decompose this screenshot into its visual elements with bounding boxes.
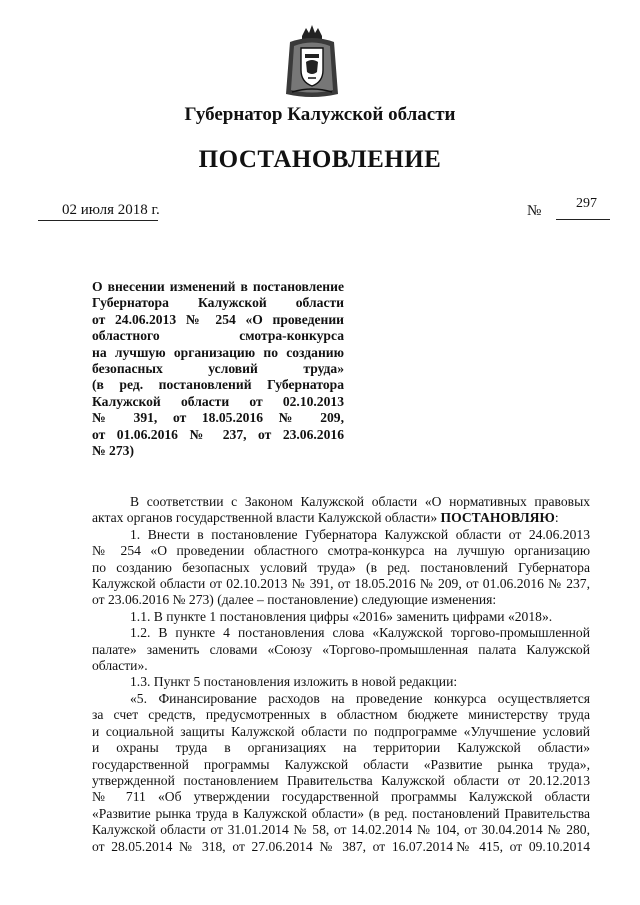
- coat-of-arms-icon: [282, 22, 342, 100]
- body-line: утвержденной постановлением Правительства Калужской области от 20.12.2013: [92, 772, 590, 788]
- body-line: за счет средств, предусмотренных в областном бюджете министерству труда: [92, 707, 590, 723]
- body-line: 1.3. Пункт 5 постановления изложить в новой редакции:: [130, 674, 458, 690]
- intro-text: актах органов государственной власти Калужской области»: [92, 510, 441, 526]
- body-line: 1. Внести в постановление Губернатора Калужской области от 24.06.2013: [130, 526, 590, 542]
- body-line: № 254 «О проведении областного смотра-конкурса на лучшую организацию: [92, 543, 590, 559]
- body-line: от 23.06.2016 № 273) (далее – постановление) следующие изменения:: [92, 592, 497, 608]
- body-line: и социальной защиты Калужской области по подпрограмме «Улучшение условий: [92, 723, 590, 739]
- body-line: Калужской области от 31.01.2014 № 58, от 14.02.2014 № 104, от 30.04.2014 № 280,: [92, 822, 590, 838]
- subject-line: на лучшую организацию по созданию: [92, 344, 344, 360]
- body-line: от 28.05.2014 № 318, от 27.06.2014 № 387, от 16.07.2014№ 415, от 09.10.2014: [92, 838, 590, 854]
- intro-colon: :: [554, 510, 559, 526]
- subject-line: № 273): [92, 443, 134, 459]
- subject-line: областного смотра-конкурса: [92, 328, 344, 344]
- body-line: 1.2. В пункте 4 постановления слова «Калужской торгово-промышленной: [130, 625, 590, 641]
- body-line: области».: [92, 658, 148, 674]
- document-type-title: ПОСТАНОВЛЕНИЕ: [198, 146, 442, 173]
- body-line: палате» заменить словами «Союзу «Торгово-промышленная палата Калужской: [92, 641, 590, 657]
- document-body: [92, 494, 590, 855]
- number-sign: №: [527, 203, 542, 219]
- document-number: 297: [576, 196, 597, 211]
- body-line: по созданию безопасных условий труда» (в ред. постановлений Губернатора: [92, 559, 590, 575]
- date-underline: [38, 220, 158, 221]
- body-line: № 711 «Об утверждении государственной программы Калужской области: [92, 789, 590, 805]
- subject-line: О внесении изменений в постановление: [92, 279, 344, 294]
- document-date: 02 июля 2018 г.: [62, 202, 160, 218]
- subject-line: от 24.06.2013 № 254 «О проведении: [92, 311, 344, 327]
- subject-line: Калужской области от 02.10.2013: [92, 393, 344, 409]
- subject-line: Губернатора Калужской области: [92, 295, 344, 311]
- subject-line: № 391, от 18.05.2016 № 209,: [92, 410, 344, 426]
- subject-line: безопасных условий труда»: [92, 361, 344, 377]
- body-line: В соответствии с Законом Калужской области «О нормативных правовых: [130, 494, 590, 509]
- body-line: государственной программы Калужской области «Развитие рынка труда»,: [92, 756, 590, 772]
- body-line: Калужской области от 02.10.2013 № 391, от 18.05.2016 № 209, от 01.06.2016 № 237,: [92, 576, 590, 592]
- resolve-keyword: ПОСТАНОВЛЯЮ: [440, 510, 555, 526]
- body-line-resolve: [92, 510, 590, 526]
- body-line: «Развитие рынка труда в Калужской области» (в ред. постановлений Правительства: [92, 805, 590, 821]
- number-underline: [556, 219, 610, 220]
- document-subject: [92, 279, 344, 459]
- issuing-authority: Губернатор Калужской области: [184, 104, 456, 125]
- body-line: «5. Финансирование расходов на проведение конкурса осуществляется: [130, 690, 590, 706]
- body-line: и охраны труда в организациях на территории Калужской области»: [92, 740, 590, 756]
- body-line: 1.1. В пункте 1 постановления цифры «2016» заменить цифрами «2018».: [130, 608, 553, 624]
- subject-line: от 01.06.2016 № 237, от 23.06.2016: [92, 426, 344, 442]
- subject-line: (в ред. постановлений Губернатора: [92, 377, 344, 393]
